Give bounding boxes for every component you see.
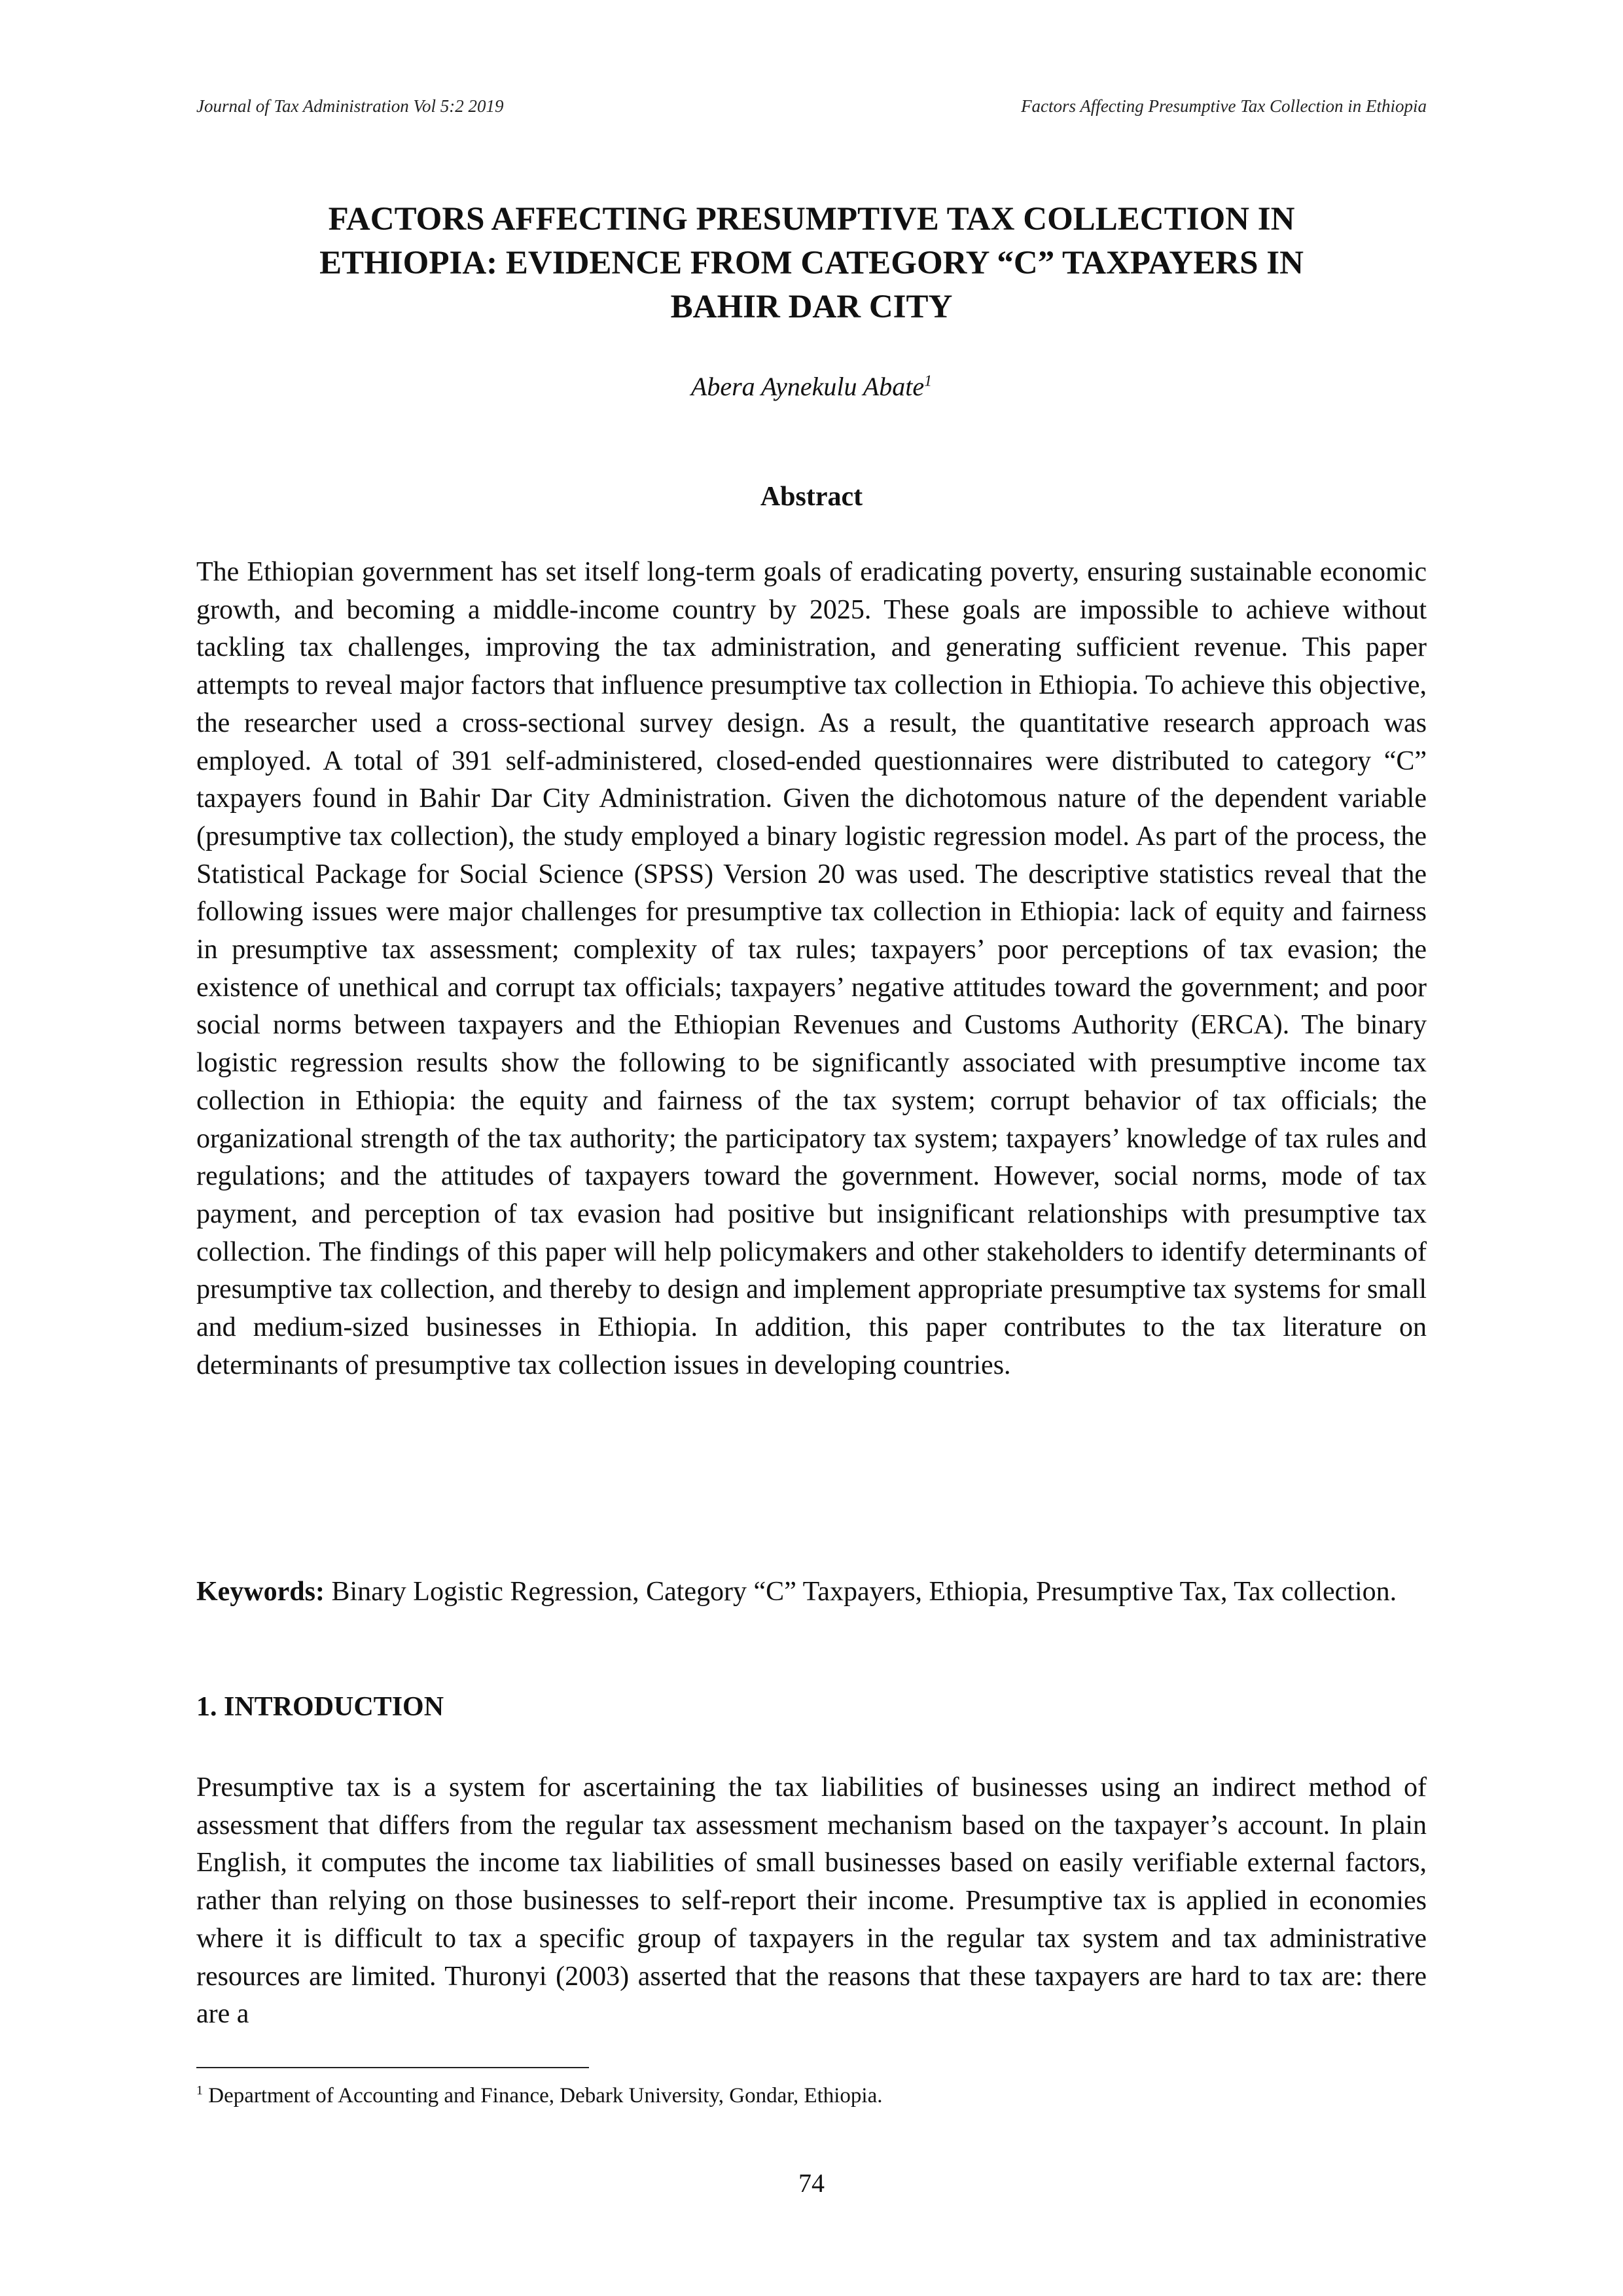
title-line-3: BAHIR DAR CITY xyxy=(670,289,953,325)
keywords-paragraph xyxy=(196,1573,1427,1611)
running-title: Factors Affecting Presumptive Tax Collection in Ethiopia xyxy=(1021,96,1427,116)
journal-citation: Journal of Tax Administration Vol 5:2 2019 xyxy=(196,96,504,116)
abstract-paragraph: The Ethiopian government has set itself long-term goals of eradicating poverty, ensuring sustainable economic growth, and becoming a middle-income country by 2025. These goals are impossible to achieve without tackling tax challenges, improving the tax administration, and generating sufficient revenue. This paper attempts to reveal major factors that influence presumptive tax collection in Ethiopia. To achieve this objective, the researcher used a cross-sectional survey design. As a result, the quantitative research approach was employed. A total of 391 self-administered, closed-ended questionnaires were distributed to category “C” taxpayers found in Bahir Dar City Administration. Given the dichotomous nature of the dependent variable (presumptive tax collection), the study employed a binary logistic regression model. As part of the process, the Statistical Package for Social Science (SPSS) Version 20 was used. The descriptive statistics reveal that the following issues were major challenges for presumptive tax collection in Ethiopia: lack of equity and fairness in presumptive tax assessment; complexity of tax rules; taxpayers’ poor perceptions of tax evasion; the existence of unethical and corrupt tax officials; taxpayers’ negative attitudes toward the government; and poor social norms between taxpayers and the Ethiopian Revenues and Customs Authority (ERCA). The binary logistic regression results show the following to be significantly associated with presumptive income tax collection in Ethiopia: the equity and fairness of the tax system; corrupt behavior of tax officials; the organizational strength of the tax authority; the participatory tax system; taxpayers’ knowledge of tax rules and regulations; and the attitudes of taxpayers toward the government. However, social norms, mode of tax payment, and perception of tax evasion had positive but insignificant relationships with presumptive tax collection. The findings of this paper will help policymakers and other stakeholders to identify determinants of presumptive tax collection, and thereby to design and implement appropriate presumptive tax systems for small and medium-sized businesses in Ethiopia. In addition, this paper contributes to the tax literature on determinants of presumptive tax collection issues in developing countries. xyxy=(196,557,1427,1380)
footnote-mark: 1 xyxy=(196,2083,203,2098)
introduction-paragraph: Presumptive tax is a system for ascertaining the tax liabilities of businesses using an indirect method of assessment that differs from the regular tax assessment mechanism based on the taxpayer’s account. In plain English, it computes the income tax liabilities of small businesses based on easily verifiable external factors, rather than relying on those businesses to self-report their income. Presumptive tax is applied in economies where it is difficult to tax a specific group of taxpayers in the regular tax system and tax administrative resources are limited. Thuronyi (2003) asserted that the reasons that these taxpayers are hard to tax are: there are a xyxy=(196,1772,1427,2030)
author-footnote-mark[interactable]: 1 xyxy=(924,372,933,390)
author-line xyxy=(196,371,1427,402)
paper-title xyxy=(196,198,1427,329)
abstract-heading: Abstract xyxy=(760,482,863,512)
footnote-divider xyxy=(196,2067,589,2068)
running-header xyxy=(196,96,1427,117)
title-line-2: ETHIOPIA: EVIDENCE FROM CATEGORY “C” TAXPAYERS IN xyxy=(319,245,1304,281)
keywords-list: Binary Logistic Regression, Category “C” Taxpayers, Ethiopia, Presumptive Tax, Tax collection. xyxy=(324,1577,1397,1607)
footnote-text: Department of Accounting and Finance, Debark University, Gondar, Ethiopia. xyxy=(203,2084,883,2108)
author-name: Abera Aynekulu Abate xyxy=(690,372,925,401)
page-number: 74 xyxy=(798,2168,825,2198)
footnote xyxy=(196,2083,883,2108)
keywords-label: Keywords: xyxy=(196,1577,325,1607)
title-line-1: FACTORS AFFECTING PRESUMPTIVE TAX COLLECTION IN xyxy=(328,201,1295,238)
introduction-heading: 1. INTRODUCTION xyxy=(196,1692,444,1722)
